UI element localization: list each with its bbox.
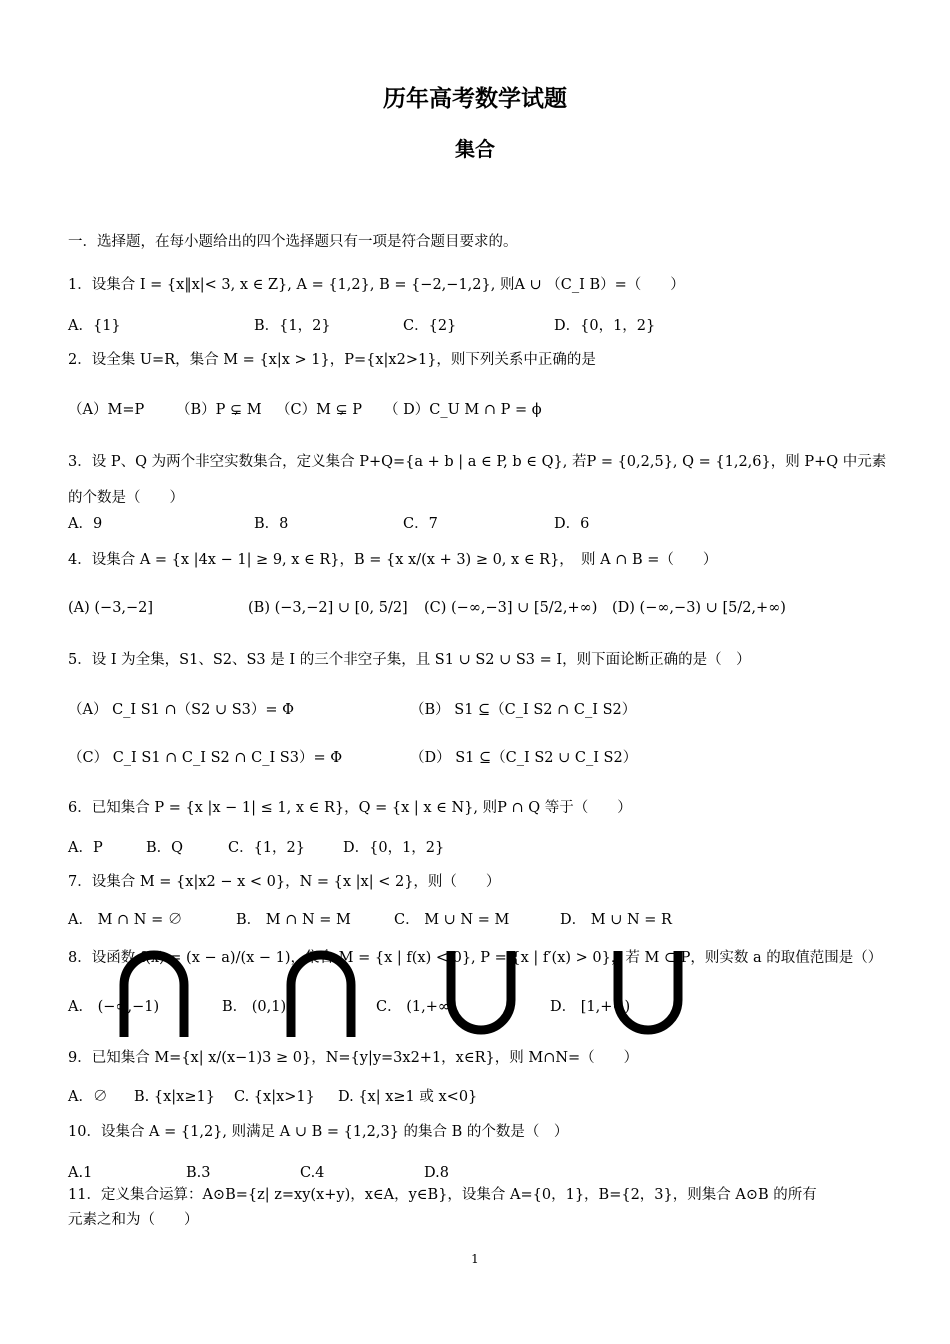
q6-option-c: C．{1，2}: [228, 840, 305, 856]
q11-stem: 11．定义集合运算：A⊙B={z| z=xy(x+y)，x∈A，y∈B}，设集合 A={0，1}，B={2，3}，则集合 A⊙B 的所有: [68, 1187, 817, 1203]
q7-stem: 7．设集合 M = {x|x2 − x < 0}，N = {x |x| < 2}，则（ ）: [68, 874, 501, 890]
cup-symbol-2: [618, 951, 678, 1030]
cup-symbol-1: [451, 951, 511, 1030]
q8-option-c: C． (1,+∞): [376, 999, 456, 1015]
q9-stem: 9．已知集合 M={x| x/(x−1)3 ≥ 0}，N={y|y=3x2+1，x∈R}，则 M∩N=（ ）: [68, 1050, 639, 1066]
q5-stem: 5．设 I 为全集，S1、S2、S3 是 I 的三个非空子集，且 S1 ∪ S2 ∪ S3 = I，则下面论断正确的是（ ）: [68, 652, 751, 668]
q10-option-b: B.3: [186, 1165, 211, 1181]
q3-option-a: A．9: [68, 516, 103, 532]
q1-stem: 1．设集合 I = {x‖x|< 3, x ∈ Z}, A = {1,2}, B = {−2,−1,2}, 则A ∪ （C_I B）=（ ）: [68, 277, 685, 293]
page-number: 1: [471, 1252, 479, 1266]
q4-option-c: (C) (−∞,−3] ∪ [5/2,+∞): [424, 600, 598, 616]
q4-option-d: (D) (−∞,−3) ∪ [5/2,+∞): [612, 600, 786, 616]
q4-option-b: (B) (−3,−2] ∪ [0, 5/2]: [248, 600, 408, 616]
q7-option-d: D． M ∪ N = R: [560, 912, 672, 928]
q2-option-a: （A）M=P: [68, 402, 145, 418]
q5-option-c: （C） C_I S1 ∩ C_I S2 ∩ C_I S3）= Φ: [68, 750, 343, 766]
page-subtitle: 集合: [455, 137, 495, 161]
q2-option-b: （B）P ⊊ M: [176, 402, 262, 418]
q6-stem: 6．已知集合 P = {x |x − 1| ≤ 1, x ∈ R}，Q = {x | x ∈ N}, 则P ∩ Q 等于（ ）: [68, 800, 632, 816]
q3-option-c: C．7: [403, 516, 438, 532]
q8-stem: 8．设函数 f(x) = (x − a)/(x − 1)，集合 M = {x | f(x) < 0}, P = {x | f′(x) > 0}，若 M ⊂ P，则实数 a 的取值范围是（）: [68, 950, 883, 966]
q7-option-b: B． M ∩ N = M: [236, 912, 351, 928]
q1-option-c: C．{2}: [403, 318, 457, 334]
q9-option-d: D. {x| x≥1 或 x<0}: [338, 1089, 478, 1105]
section-heading: 一．选择题，在每小题给出的四个选择题只有一项是符合题目要求的。: [68, 234, 518, 250]
page-title: 历年高考数学试题: [383, 86, 567, 112]
q5-option-a: （A） C_I S1 ∩（S2 ∪ S3）= Φ: [68, 702, 295, 718]
q7-option-a: A． M ∩ N = ∅: [68, 912, 183, 928]
q4-option-a: (A) (−3,−2]: [68, 600, 154, 616]
q1-option-b: B．{1，2}: [254, 318, 331, 334]
q6-option-b: B．Q: [146, 840, 184, 856]
oversized-set-symbols: [118, 945, 718, 1040]
q5-option-d: （D） S1 ⊆（C_I S2 ∪ C_I S2）: [410, 750, 638, 766]
q8-option-b: B． (0,1): [222, 999, 287, 1015]
q3-option-d: D．6: [554, 516, 590, 532]
q1-option-a: A．{1}: [68, 318, 121, 334]
q10-option-d: D.8: [424, 1165, 449, 1181]
q8-option-a: A． (−∞,−1): [68, 999, 160, 1015]
q7-option-c: C． M ∪ N = M: [394, 912, 510, 928]
q5-option-b: （B） S1 ⊆（C_I S2 ∩ C_I S2）: [410, 702, 637, 718]
q3-stem-cont: 的个数是（ ）: [68, 490, 184, 506]
q9-option-a: A．∅: [68, 1089, 108, 1105]
q6-option-d: D．{0，1，2}: [343, 840, 445, 856]
q6-option-a: A．P: [68, 840, 103, 856]
q1-option-d: D．{0，1，2}: [554, 318, 656, 334]
q10-option-a: A.1: [68, 1165, 93, 1181]
q4-stem: 4．设集合 A = {x |4x − 1| ≥ 9, x ∈ R}，B = {x x/(x + 3) ≥ 0, x ∈ R}， 则 A ∩ B =（ ）: [68, 552, 718, 568]
q2-option-c: （C）M ⊊ P: [276, 402, 363, 418]
q11-stem-cont: 元素之和为（ ）: [68, 1212, 199, 1228]
cap-symbol-1: [124, 955, 184, 1037]
q3-stem: 3．设 P、Q 为两个非空实数集合，定义集合 P+Q={a + b | a ∈ P, b ∈ Q}, 若P = {0,2,5}, Q = {1,2,6}，则 P+Q 中元素: [68, 454, 887, 470]
q2-option-d: （ D）C_U M ∩ P = ϕ: [384, 402, 542, 418]
q3-option-b: B．8: [254, 516, 289, 532]
q2-stem: 2．设全集 U=R，集合 M = {x|x > 1}，P={x|x2>1}，则下列关系中正确的是: [68, 352, 596, 368]
q10-stem: 10．设集合 A = {1,2}, 则满足 A ∪ B = {1,2,3} 的集合 B 的个数是（ ）: [68, 1124, 569, 1140]
q9-option-c: C. {x|x>1}: [234, 1089, 315, 1105]
q10-option-c: C.4: [300, 1165, 325, 1181]
q9-option-b: B. {x|x≥1}: [134, 1089, 215, 1105]
cap-symbol-2: [291, 955, 351, 1037]
q8-option-d: D． [1,+∞): [550, 999, 631, 1015]
